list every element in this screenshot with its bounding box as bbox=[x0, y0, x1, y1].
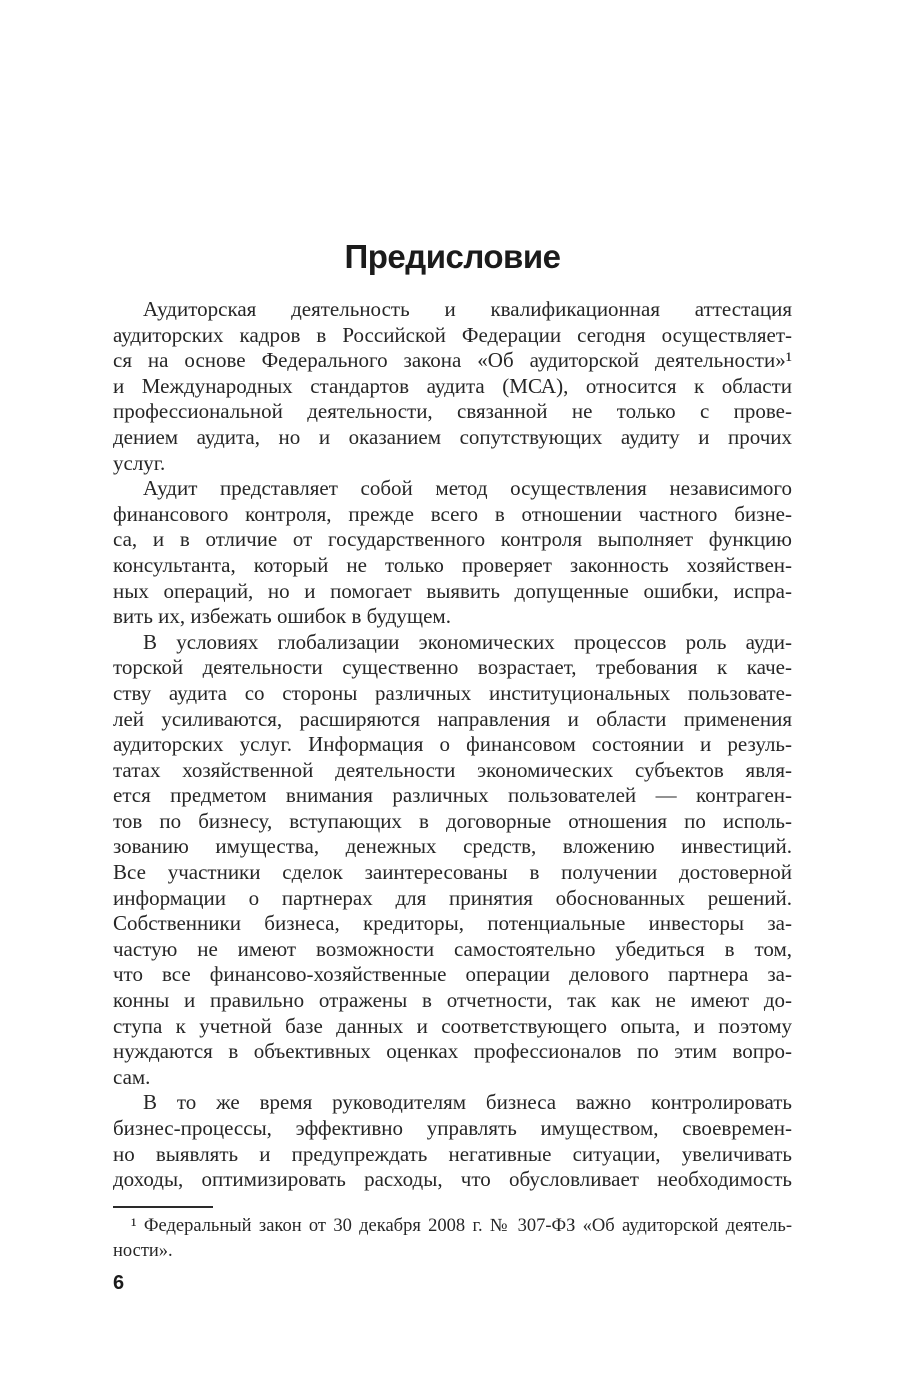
text-line: ности». bbox=[113, 1241, 173, 1261]
page-title: Предисловие bbox=[344, 238, 561, 276]
paragraph bbox=[113, 630, 792, 1091]
text-line: ных операций, но и помогает выявить допущенные ошибки, испра- bbox=[113, 578, 792, 603]
text-line: ся на основе Федерального закона «Об аудиторской деятельности»¹ bbox=[113, 348, 792, 373]
paragraph bbox=[113, 1090, 792, 1192]
text-line: ству аудита со стороны различных институциональных пользовате- bbox=[113, 680, 792, 705]
text-line: ¹ Федеральный закон от 30 декабря 2008 г. № 307-ФЗ «Об аудиторской деятель- bbox=[131, 1216, 792, 1236]
text-line: доходы, оптимизировать расходы, что обусловливает необходимость bbox=[113, 1167, 792, 1192]
body-text bbox=[113, 297, 792, 1193]
footnote bbox=[113, 1214, 792, 1264]
text-line: аудиторских кадров в Российской Федерации сегодня осуществляет- bbox=[113, 322, 792, 347]
text-line: Все участники сделок заинтересованы в получении достоверной bbox=[113, 860, 792, 885]
text-line: услуг. bbox=[113, 450, 166, 475]
text-line: но выявлять и предупреждать негативные ситуации, увеличивать bbox=[113, 1141, 792, 1166]
text-line: нуждаются в объективных оценках профессионалов по этим вопро- bbox=[113, 1039, 792, 1064]
text-line: профессиональной деятельности, связанной не только с прове- bbox=[113, 399, 792, 424]
text-line: ется предметом внимания различных пользователей — контраген- bbox=[113, 783, 792, 808]
text-line: зованию имущества, денежных средств, вложению инвестиций. bbox=[113, 834, 792, 859]
page-number: 6 bbox=[113, 1272, 125, 1294]
paragraph bbox=[113, 297, 792, 476]
text-line: частую не имеют возможности самостоятельно убедиться в том, bbox=[113, 936, 792, 961]
text-line: аудиторских услуг. Информация о финансовом состоянии и резуль- bbox=[113, 732, 792, 757]
text-line: конны и правильно отражены в отчетности, так как не имеют до- bbox=[113, 988, 792, 1013]
text-line: Аудиторская деятельность и квалификационная аттестация bbox=[143, 297, 792, 321]
text-line: ступа к учетной базе данных и соответствующего опыта, и поэтому bbox=[113, 1013, 792, 1038]
footnote-divider bbox=[113, 1206, 213, 1208]
text-line: В условиях глобализации экономических процессов роль ауди- bbox=[143, 629, 792, 654]
text-line: информации о партнерах для принятия обоснованных решений. bbox=[113, 885, 792, 910]
text-line: торской деятельности существенно возрастает, требования к каче- bbox=[113, 655, 792, 680]
text-line: тов по бизнесу, вступающих в договорные отношения по исполь- bbox=[113, 808, 792, 833]
text-line: са, и в отличие от государственного контроля выполняет функцию bbox=[113, 527, 792, 552]
text-line: вить их, избежать ошибок в будущем. bbox=[113, 604, 451, 629]
text-line: бизнес-процессы, эффективно управлять имуществом, своевремен- bbox=[113, 1116, 792, 1140]
text-line: татах хозяйственной деятельности экономических субъектов явля- bbox=[113, 757, 792, 782]
text-line: дением аудита, но и оказанием сопутствующих аудиту и прочих bbox=[113, 424, 792, 449]
text-line: В то же время руководителям бизнеса важно контролировать bbox=[143, 1090, 792, 1115]
text-line: сам. bbox=[113, 1064, 151, 1089]
text-line: и Международных стандартов аудита (МСА), относится к области bbox=[113, 373, 792, 398]
text-line: консультанта, который не только проверяет законность хозяйствен- bbox=[113, 552, 792, 577]
text-line: лей усиливаются, расширяются направления и области применения bbox=[113, 706, 792, 731]
text-line: Аудит представляет собой метод осуществления независимого bbox=[143, 476, 792, 501]
text-line: что все финансово-хозяйственные операции делового партнера за- bbox=[113, 962, 792, 987]
text-line: Собственники бизнеса, кредиторы, потенциальные инвесторы за- bbox=[113, 911, 792, 936]
text-line: финансового контроля, прежде всего в отношении частного бизне- bbox=[113, 501, 792, 526]
paragraph bbox=[113, 476, 792, 630]
